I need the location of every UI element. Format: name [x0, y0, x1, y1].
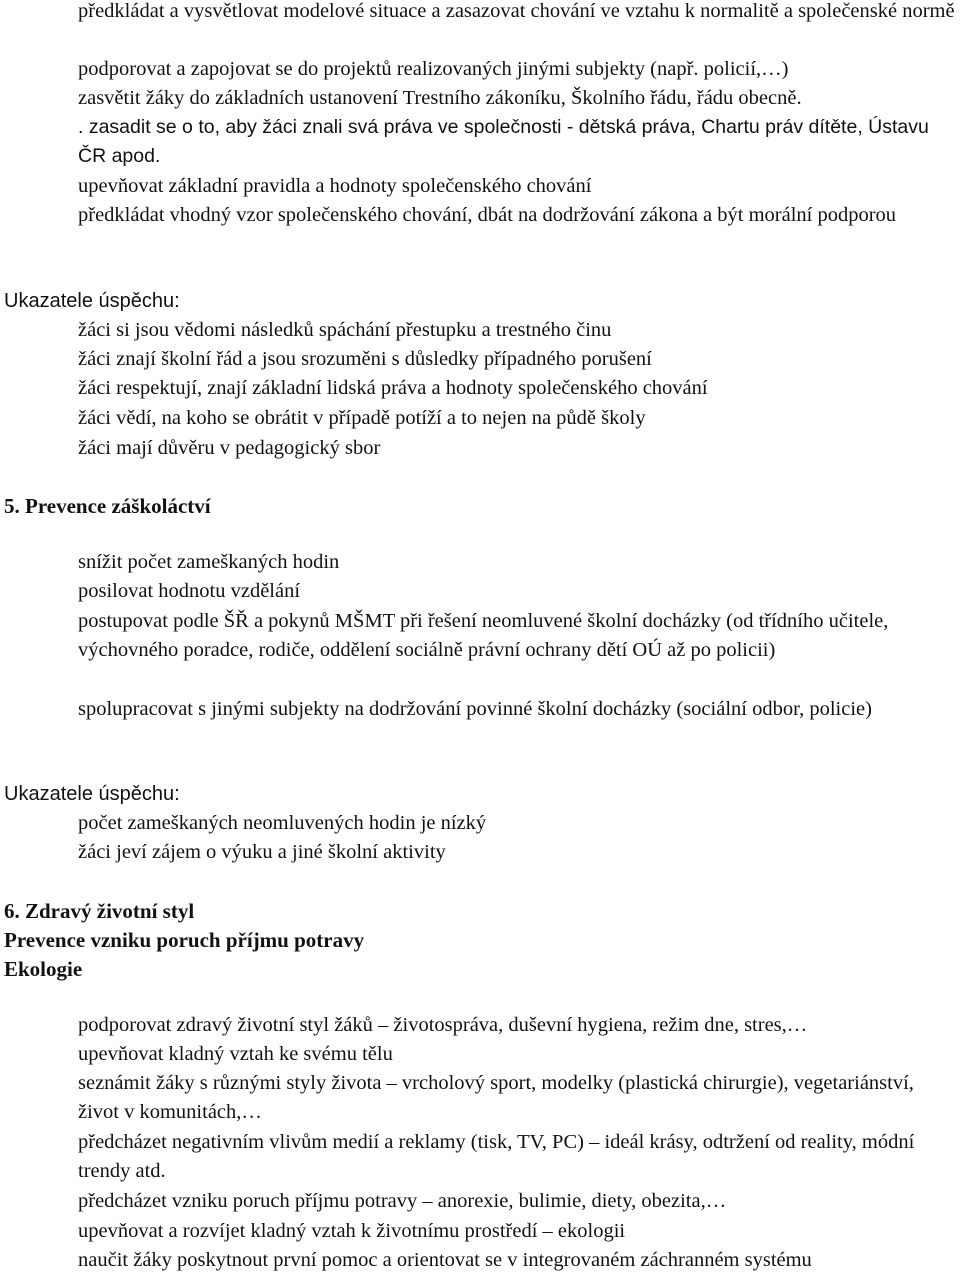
goal-item: spolupracovat s jinými subjekty na dodržování povinné školní docházky (sociální odbor, policie): [78, 698, 872, 720]
goal-item: předcházet negativním vlivům medií a reklamy (tisk, TV, PC) – ideál krásy, odtržení od reality, módní trendy atd.: [78, 1131, 915, 1182]
section-6-subtitle: Ekologie: [4, 957, 83, 981]
goal-item: naučit žáky poskytnout první pomoc a orientovat se v integrovaném záchranném systému: [78, 1249, 812, 1271]
section-6-subtitle: Prevence vzniku poruch příjmu potravy: [4, 928, 365, 952]
goal-item: posilovat hodnotu vzdělání: [78, 580, 301, 602]
goal-item: upevňovat a rozvíjet kladný vztah k životnímu prostředí – ekologii: [78, 1220, 626, 1242]
indicator-item: žáci znají školní řád a jsou srozuměni s důsledky případného porušení: [78, 348, 652, 370]
indicator-item: počet zameškaných neomluvených hodin je nízký: [78, 812, 487, 834]
goal-item: zasvětit žáky do základních ustanovení Trestního zákoníku, Školního řádu, řádu obecně.: [78, 87, 802, 109]
goal-item: snížit počet zameškaných hodin: [78, 551, 340, 573]
goal-item: upevňovat základní pravidla a hodnoty společenského chování: [78, 175, 592, 197]
goal-item: postupovat podle ŠŘ a pokynů MŠMT při řešení neomluvené školní docházky (od třídního učitele, výchovného poradce, rodiče, oddělení sociálně právní ochrany dětí OÚ až po policii): [78, 610, 889, 661]
goal-item: předcházet vzniku poruch příjmu potravy – anorexie, bulimie, diety, obezita,…: [78, 1190, 727, 1212]
section-6-title: 6. Zdravý životní styl: [4, 899, 195, 923]
indicators-label: Ukazatele úspěchu:: [4, 783, 180, 805]
indicators-label: Ukazatele úspěchu:: [4, 290, 180, 312]
indicator-item: žáci respektují, znají základní lidská práva a hodnoty společenského chování: [78, 377, 708, 399]
goal-item: předkládat vhodný vzor společenského chování, dbát na dodržování zákona a být morální podporou: [78, 204, 897, 226]
section-5-title: 5. Prevence záškoláctví: [4, 494, 211, 518]
goal-item: . zasadit se o to, aby žáci znali svá práva ve společnosti - dětská práva, Chartu práv dítěte, Ústavu ČR apod.: [78, 116, 929, 167]
goal-item: seznámit žáky s různými styly života – vrcholový sport, modelky (plastická chirurgie), vegetariánství, život v komunitách,…: [78, 1072, 914, 1123]
goal-item: upevňovat kladný vztah ke svému tělu: [78, 1043, 393, 1065]
goal-item: podporovat zdravý životní styl žáků – životospráva, duševní hygiena, režim dne, stres,…: [78, 1014, 808, 1036]
indicator-item: žáci jeví zájem o výuku a jiné školní aktivity: [78, 841, 446, 863]
indicator-item: žáci vědí, na koho se obrátit v případě potíží a to nejen na půdě školy: [78, 407, 646, 429]
indicator-item: žáci si jsou vědomi následků spáchání přestupku a trestného činu: [78, 319, 612, 341]
goal-item: podporovat a zapojovat se do projektů realizovaných jinými subjekty (např. policií,…): [78, 58, 789, 80]
goal-item: předkládat a vysvětlovat modelové situace a zasazovat chování ve vztahu k normalitě a společenské normě: [78, 0, 955, 22]
indicator-item: žáci mají důvěru v pedagogický sbor: [78, 437, 381, 459]
